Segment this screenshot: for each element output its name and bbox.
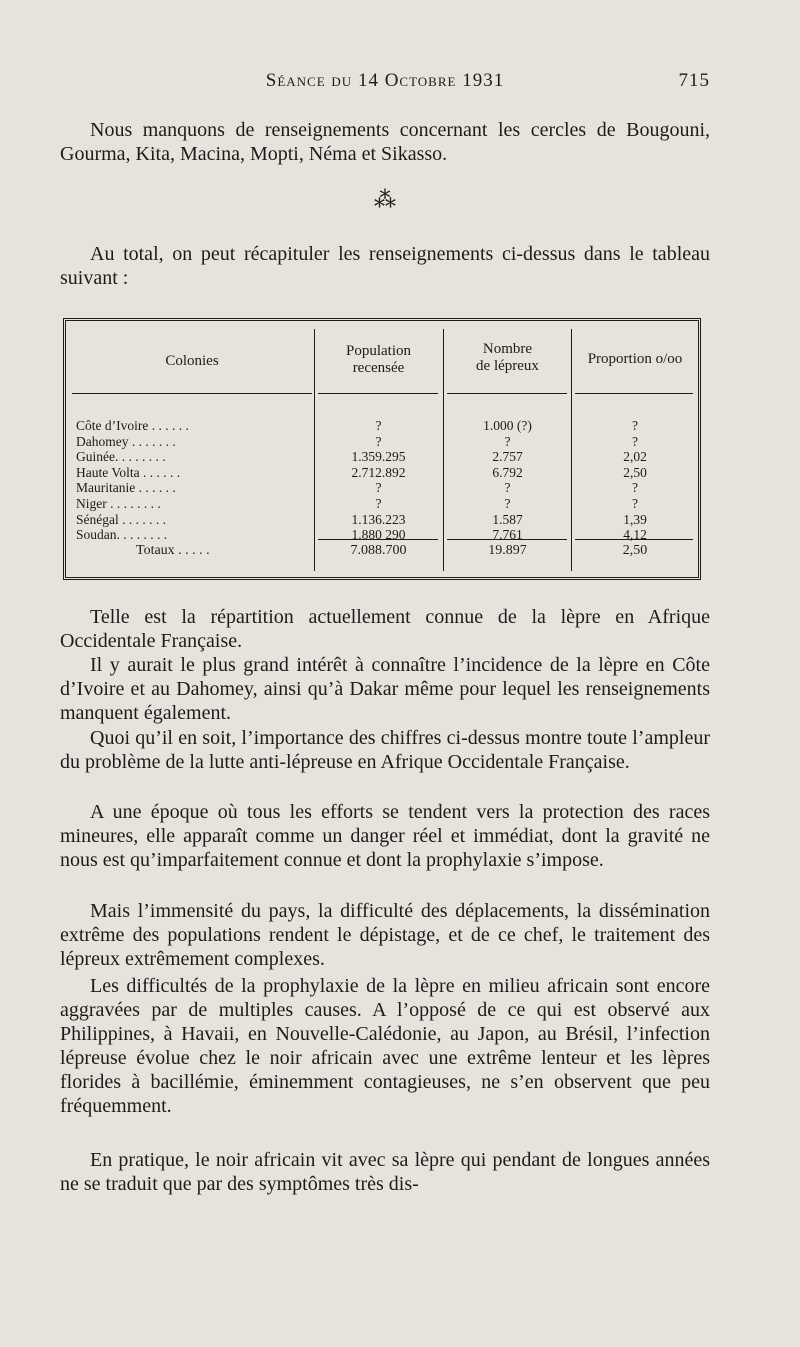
table-row-label: Guinée. . . . . . . . <box>76 449 166 465</box>
paragraph-2: Au total, on peut récapituler les renseignements ci-dessus dans le tableau suivant : <box>60 243 710 289</box>
header-title: Séance du 14 Octobre 1931 <box>265 70 505 91</box>
header-lepreux-line2: de lépreux <box>476 358 539 374</box>
paragraph-4: Il y aurait le plus grand intérêt à connaître l’incidence de la lèpre en Côte d’Ivoire et au Dahomey, ainsi qu’à Dakar même pour lequel les renseignements manquent également. <box>60 654 710 724</box>
header-rule <box>575 393 693 394</box>
table-cell-proportion: ? <box>632 480 638 496</box>
table-cell-population: 1.136.223 <box>351 511 406 527</box>
table-cell-population: ? <box>375 480 382 496</box>
header-rule <box>447 393 567 394</box>
table-cell-population: 1.359.295 <box>351 449 406 465</box>
totals-population: 7.088.700 <box>350 543 407 558</box>
lepreux-column <box>445 418 570 543</box>
table-cell-proportion: 2,50 <box>623 464 647 480</box>
table-cell-lepreux: 6.792 <box>492 464 523 480</box>
header-population <box>316 343 441 377</box>
leprosy-summary-table <box>63 318 701 580</box>
table-cell-proportion: 4,12 <box>623 527 647 543</box>
table-cell-lepreux: 1.587 <box>492 511 523 527</box>
header-rule <box>72 393 312 394</box>
table-cell-lepreux: 1.000 (?) <box>483 418 532 433</box>
table-cell-population: ? <box>375 433 382 449</box>
paragraph-1: Nous manquons de renseignements concernant les cercles de Bougouni, Gourma, Kita, Macina, Mopti, Néma et Sikasso. <box>60 119 710 165</box>
table-cell-proportion: ? <box>632 495 638 511</box>
population-column <box>316 418 441 543</box>
paragraph-7: Mais l’immensité du pays, la difficulté des déplacements, la dissémination extrême des populations rendent le dépistage, et de ce chef, le traitement des lépreux extrêmement complexes. <box>60 900 710 970</box>
header-population-line2: recensée <box>352 360 405 376</box>
paragraph-9: En pratique, le noir africain vit avec sa lèpre qui pendant de longues années ne se traduit que par des symptômes très dis- <box>60 1149 710 1195</box>
table-row-label: Côte d’Ivoire . . . . . . <box>76 418 189 433</box>
section-separator-asterism: ⁂ <box>374 187 396 212</box>
table-cell-proportion: 2,02 <box>623 449 647 465</box>
table-cell-proportion: 1,39 <box>623 511 647 527</box>
table-cell-population: 1.880 290 <box>351 527 406 543</box>
totals-proportion: 2,50 <box>622 543 648 558</box>
table-row-label: Haute Volta . . . . . . <box>76 464 181 480</box>
table-cell-proportion: ? <box>632 433 638 449</box>
paragraph-3: Telle est la répartition actuellement connue de la lèpre en Afrique Occidentale Française. <box>60 606 710 652</box>
column-divider <box>571 329 572 571</box>
table-cell-population: 2.712.892 <box>351 464 406 480</box>
table-cell-lepreux: 7.761 <box>492 527 523 543</box>
header-lepreux <box>445 341 570 375</box>
column-divider <box>314 329 315 571</box>
table-row-label: Soudan. . . . . . . . <box>76 527 168 543</box>
table-row-label: Mauritanie . . . . . . <box>76 480 176 496</box>
paragraph-8: Les difficultés de la prophylaxie de la lèpre en milieu africain sont encore aggravées par de multiples causes. A l’opposé de ce qui est observé aux Philippines, à Havaii, en Nouvelle-Calédonie, au Japon, au Brésil, l’infection lépreuse évolue chez le noir africain avec une extrême lenteur et les lèpres florides à bacillémie, éminemment contagieuses, ne s’en observent que peu fréquemment. <box>60 975 710 1117</box>
table-row-label: Niger . . . . . . . . <box>76 495 161 511</box>
proportion-column <box>573 418 697 543</box>
header-rule <box>318 393 438 394</box>
header-population-line1: Population <box>345 343 411 359</box>
table-cell-lepreux: ? <box>504 433 511 449</box>
header-proportion: Proportion o/oo <box>587 351 683 367</box>
header-lepreux-line1: Nombre <box>482 341 533 357</box>
header-colonies: Colonies <box>165 353 219 369</box>
table-row-label: Dahomey . . . . . . . <box>76 433 176 449</box>
table-cell-lepreux: 2.757 <box>492 449 523 465</box>
colonies-column <box>76 418 311 543</box>
paragraph-5: Quoi qu’il en soit, l’importance des chiffres ci-dessus montre toute l’ampleur du problème de la lutte anti-lépreuse en Afrique Occidentale Française. <box>60 727 710 773</box>
table-cell-population: ? <box>375 495 382 511</box>
table-cell-population: ? <box>375 418 382 433</box>
page-number: 715 <box>678 70 710 91</box>
table-cell-lepreux: ? <box>504 480 511 496</box>
paragraph-6: A une époque où tous les efforts se tendent vers la protection des races mineures, elle apparaît comme un danger réel et immédiat, dont la gravité ne nous est qu’imparfaitement connue et dont la prophylaxie s’impose. <box>60 801 710 871</box>
table-cell-proportion: ? <box>632 418 638 433</box>
totals-lepreux: 19.897 <box>488 543 527 558</box>
totals-label: Totaux . . . . . <box>136 543 210 558</box>
table-cell-lepreux: ? <box>504 495 511 511</box>
table-row-label: Sénégal . . . . . . . <box>76 511 166 527</box>
column-divider <box>443 329 444 571</box>
